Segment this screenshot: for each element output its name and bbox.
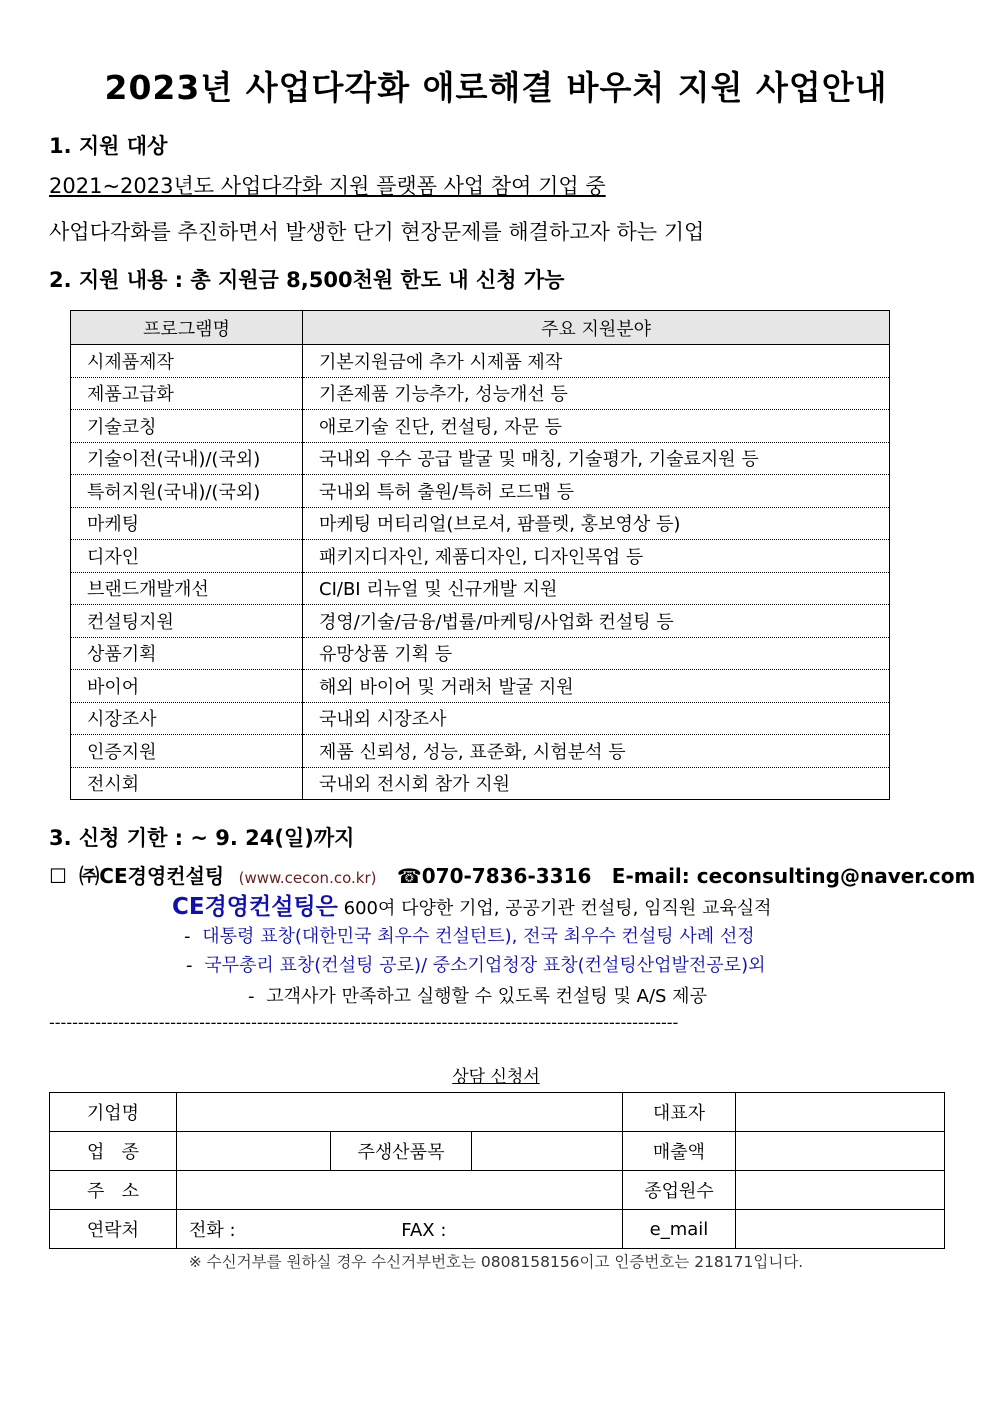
form-title: 상담 신청서 xyxy=(452,1067,540,1087)
program-table xyxy=(70,310,890,800)
support-field-cell: 국내외 전시회 참가 지원 xyxy=(303,767,890,800)
support-field-cell: 경영/기술/금융/법률/마케팅/사업화 컨설팅 등 xyxy=(303,605,890,638)
label-contact: 연락처 xyxy=(50,1210,177,1249)
form-row xyxy=(50,1171,945,1210)
contact-line xyxy=(49,860,975,889)
table-row xyxy=(71,572,890,605)
industry-field[interactable] xyxy=(177,1132,331,1171)
separator-line: ------------------------------------------------------------------------------------------------------------- xyxy=(49,1013,679,1032)
label-revenue: 매출액 xyxy=(623,1132,736,1171)
table-row xyxy=(71,442,890,475)
program-name-cell: 상품기획 xyxy=(71,637,303,670)
section2-heading: 2. 지원 내용 : 총 지원금 8,500천원 한도 내 신청 가능 xyxy=(49,268,565,292)
footnote: ※ 수신거부를 원하실 경우 수신거부번호는 0808158156이고 인증번호는 218171입니다. xyxy=(188,1253,804,1271)
revenue-field[interactable] xyxy=(736,1132,945,1171)
main-product-field[interactable] xyxy=(472,1132,623,1171)
label-employees: 종업원수 xyxy=(623,1171,736,1210)
table-row xyxy=(71,540,890,573)
table-row xyxy=(71,670,890,703)
section3-heading: 3. 신청 기한 : ~ 9. 24(일)까지 xyxy=(49,826,355,850)
support-field-cell: 기존제품 기능추가, 성능개선 등 xyxy=(303,377,890,410)
support-field-cell: 마케팅 머티리얼(브로셔, 팜플렛, 홍보영상 등) xyxy=(303,507,890,540)
company-name-field[interactable] xyxy=(177,1093,623,1132)
program-name-cell: 특허지원(국내)/(국외) xyxy=(71,475,303,508)
consultation-form xyxy=(49,1092,945,1249)
table-row xyxy=(71,605,890,638)
table-row xyxy=(71,767,890,800)
label-ceo: 대표자 xyxy=(623,1093,736,1132)
label-industry: 업 종 xyxy=(50,1132,177,1171)
table-row xyxy=(71,410,890,443)
form-row xyxy=(50,1132,945,1171)
support-field-cell: 기본지원금에 추가 시제품 제작 xyxy=(303,345,890,378)
support-field-cell: CI/BI 리뉴얼 및 신규개발 지원 xyxy=(303,572,890,605)
support-field-cell: 패키지디자인, 제품디자인, 디자인목업 등 xyxy=(303,540,890,573)
program-name-cell: 컨설팅지원 xyxy=(71,605,303,638)
program-name-cell: 바이어 xyxy=(71,670,303,703)
table-row xyxy=(71,377,890,410)
support-field-cell: 애로기술 진단, 컨설팅, 자문 등 xyxy=(303,410,890,443)
award-bullet-1 xyxy=(184,922,755,948)
table-row xyxy=(71,475,890,508)
award-text-2: 국무총리 표창(컨설팅 공로)/ 중소기업청장 표창(컨설팅산업발전공로)외 xyxy=(204,955,766,976)
table-row xyxy=(71,345,890,378)
employees-field[interactable] xyxy=(736,1171,945,1210)
intro-text: 600여 다양한 기업, 공공기관 컨설팅, 임직원 교육실적 xyxy=(337,898,772,919)
support-field-cell: 제품 신뢰성, 성능, 표준화, 시험분석 등 xyxy=(303,735,890,768)
page-title: 2023년 사업다각화 애로해결 바우처 지원 사업안내 xyxy=(104,68,888,107)
program-name-cell: 제품고급화 xyxy=(71,377,303,410)
contact-field[interactable] xyxy=(177,1210,623,1249)
table-row xyxy=(71,507,890,540)
address-field[interactable] xyxy=(177,1171,623,1210)
label-email: e_mail xyxy=(623,1210,736,1249)
intro-line xyxy=(172,888,772,921)
support-field-cell: 국내외 우수 공급 발굴 및 매칭, 기술평가, 기술료지원 등 xyxy=(303,442,890,475)
award-bullet-2 xyxy=(186,951,766,977)
ceo-field[interactable] xyxy=(736,1093,945,1132)
program-name-cell: 시장조사 xyxy=(71,702,303,735)
column-header-program: 프로그램명 xyxy=(71,311,303,345)
column-header-field: 주요 지원분야 xyxy=(303,311,890,345)
brand-text: CE경영컨설팅은 xyxy=(172,894,338,920)
program-name-cell: 브랜드개발개선 xyxy=(71,572,303,605)
website-link[interactable]: (www.cecon.co.kr) xyxy=(238,869,377,887)
program-name-cell: 전시회 xyxy=(71,767,303,800)
program-name-cell: 디자인 xyxy=(71,540,303,573)
support-field-cell: 국내외 시장조사 xyxy=(303,702,890,735)
email-address[interactable]: E-mail: ceconsulting@naver.com xyxy=(611,864,976,888)
bullet-dash: - xyxy=(186,955,193,976)
support-field-cell: 해외 바이어 및 거래처 발굴 지원 xyxy=(303,670,890,703)
program-name-cell: 인증지원 xyxy=(71,735,303,768)
bullet-dash: - xyxy=(248,986,255,1007)
bullet-dash: - xyxy=(184,926,191,947)
checkbox-icon: ☐ xyxy=(49,864,67,888)
tel-label: 전화 : xyxy=(189,1220,236,1241)
table-row xyxy=(71,637,890,670)
program-name-cell: 기술코칭 xyxy=(71,410,303,443)
target-line-2: 사업다각화를 추진하면서 발생한 단기 현장문제를 해결하고자 하는 기업 xyxy=(49,220,705,244)
support-field-cell: 국내외 특허 출원/특허 로드맵 등 xyxy=(303,475,890,508)
form-row xyxy=(50,1093,945,1132)
service-bullet xyxy=(248,982,707,1008)
service-text: 고객사가 만족하고 실행할 수 있도록 컨설팅 및 A/S 제공 xyxy=(266,986,707,1007)
section1-heading: 1. 지원 대상 xyxy=(49,134,168,158)
label-main-product: 주생산품목 xyxy=(331,1132,472,1171)
target-line-1: 2021~2023년도 사업다각화 지원 플랫폼 사업 참여 기업 중 xyxy=(49,174,606,198)
email-field[interactable] xyxy=(736,1210,945,1249)
program-name-cell: 기술이전(국내)/(국외) xyxy=(71,442,303,475)
company-name: ㈜CE경영컨설팅 xyxy=(79,864,225,888)
table-row xyxy=(71,735,890,768)
table-header-row xyxy=(71,311,890,345)
label-company-name: 기업명 xyxy=(50,1093,177,1132)
table-row xyxy=(71,702,890,735)
label-address: 주 소 xyxy=(50,1171,177,1210)
award-text-1: 대통령 표창(대한민국 최우수 컨설턴트), 전국 최우수 컨설팅 사례 선정 xyxy=(202,926,755,947)
fax-label: FAX : xyxy=(401,1220,447,1241)
program-name-cell: 시제품제작 xyxy=(71,345,303,378)
phone-number: ☎070-7836-3316 xyxy=(396,864,592,888)
form-row xyxy=(50,1210,945,1249)
program-name-cell: 마케팅 xyxy=(71,507,303,540)
support-field-cell: 유망상품 기획 등 xyxy=(303,637,890,670)
